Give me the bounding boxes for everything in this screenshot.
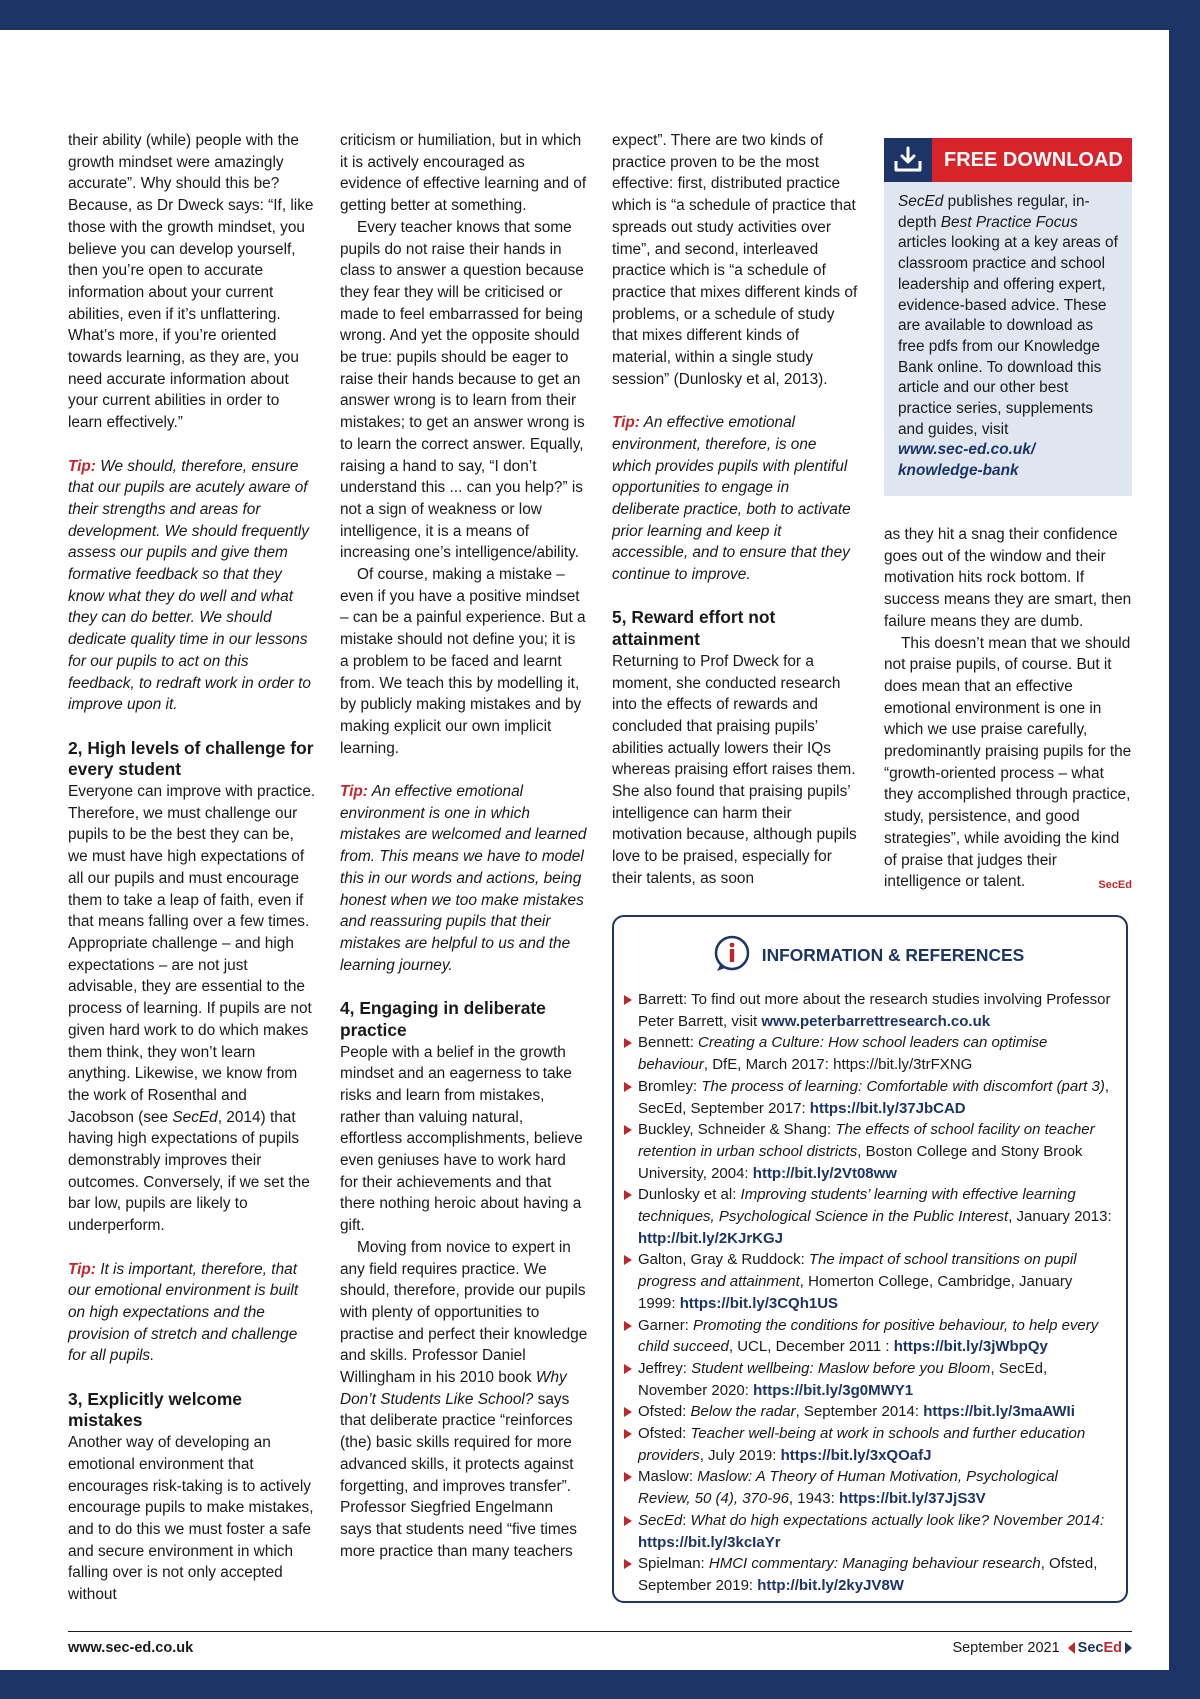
paragraph: as they hit a snag their confidence goes out of the window and their motivation hits rock bottom. If success means they are smart, then failure means they are dumb. <box>884 526 1132 630</box>
tip-block <box>68 1259 316 1368</box>
knowledge-bank-link[interactable] <box>898 440 1120 481</box>
ref-author: Jeffrey: <box>638 1359 692 1377</box>
ref-link[interactable]: https://bit.ly/3jWbpQy <box>893 1338 1048 1356</box>
reference-item <box>624 1119 1112 1184</box>
references-title: INFORMATION & REFERENCES <box>761 944 1025 965</box>
paragraph: expect”. There are two kinds of practice proven to be the most effective: first, distributed practice which is “a schedule of practice that spreads out study activities over time”, and second, interleaved practice which is “a schedule of practice that mixes different kinds of problems, or a schedule of study that mixes different kinds of material, within a single study session” (Dunlosky et al, 2013). <box>612 132 858 388</box>
reference-item <box>624 1510 1112 1553</box>
tip-text: An effective emotional environment, therefore, is one which provides pupils with plentiful opportunities to engage in deliberate practice, both to activate prior learning and keep it accessible, and to ensure that they continue to improve. <box>612 414 851 584</box>
ref-detail: : <box>682 1511 691 1529</box>
tip-block <box>612 412 860 586</box>
ref-title: Creating a Culture: How school leaders can optimise behaviour <box>638 1034 1048 1074</box>
ref-title: HMCI commentary: Managing behaviour research <box>708 1555 1041 1573</box>
ref-author: Spielman: <box>638 1555 709 1573</box>
ref-link[interactable]: https://bit.ly/3CQh1US <box>679 1294 839 1312</box>
ref-author: Dunlosky et al: <box>638 1186 741 1204</box>
ref-detail: , Ofsted, September 2019: <box>638 1555 1098 1594</box>
download-text: articles looking at a key areas of classroom practice and school leadership and offering expert, evidence-based advice. These are available to download as free pdfs from our Knowledge Bank online. To download this article and our other best practice series, supplements and guides, visit <box>898 234 1118 438</box>
ref-author: Bromley: <box>638 1077 702 1095</box>
references-header <box>624 925 1112 985</box>
reference-item <box>624 1401 1112 1423</box>
column-4 <box>884 524 1132 897</box>
ref-detail: , SecEd, September 2017: <box>638 1077 1110 1117</box>
arrow-right-icon <box>1125 1642 1132 1654</box>
download-icon <box>884 138 932 182</box>
ref-detail: , September 2014: <box>795 1403 924 1421</box>
tip-label: Tip: <box>68 1260 96 1278</box>
section-heading-2: 2, High levels of challenge for every student <box>68 737 314 780</box>
bullet-arrow-icon <box>624 1516 632 1526</box>
tip-label: Tip: <box>340 783 368 801</box>
ref-title: Student wellbeing: Maslow before you Bloom <box>691 1359 991 1377</box>
ref-detail: , Boston College and Stony Brook University, 2004: <box>638 1142 1083 1182</box>
paragraph <box>884 633 1132 893</box>
bullet-arrow-icon <box>624 1559 632 1569</box>
ref-detail: , January 2013: <box>1008 1208 1112 1226</box>
tip-text: It is important, therefore, that our emotional environment is built on high expectations and the provision of stretch and challenge for all pupils. <box>68 1260 299 1365</box>
series-name: Best Practice Focus <box>940 213 1078 231</box>
paragraph: Of course, making a mistake – even if you have a positive mindset – can be a painful experience. But a mistake should not define you; it is a problem to be faced and learnt from. We teach this by modelling it, by publicly making mistakes and by making explicit our own implicit learning. <box>340 566 586 757</box>
ref-detail: , July 2019: <box>699 1446 781 1464</box>
logo-sec: Sec <box>1077 1640 1104 1656</box>
ref-title: Teacher well-being at work in schools and further education providers <box>638 1425 1086 1464</box>
paragraph: Another way of developing an emotional environment that encourages risk-taking is to actively encourage pupils to make mistakes, and to do this we must foster a safe and secure environment in which falling over is not only accepted without <box>68 1434 314 1604</box>
ref-link[interactable]: https://bit.ly/3g0MWY1 <box>753 1381 914 1399</box>
column-3 <box>612 130 860 890</box>
footer-url[interactable]: www.sec-ed.co.uk <box>68 1640 194 1656</box>
bullet-arrow-icon <box>624 1125 632 1135</box>
tip-block <box>68 456 316 716</box>
paragraph: Returning to Prof Dweck for a moment, she conducted research into the effects of rewards and concluded that praising pupils’ abilities actually lowers their IQs whereas praising effort raises them. She also found that praising pupils’ intelligence can harm their motivation because, although pupils love to be praised, especially for their talents, as soon <box>612 652 857 887</box>
ref-author: Galton, Gray & Ruddock: <box>638 1251 809 1269</box>
ref-detail: , DfE, March 2017: https://bit.ly/3trFXNG <box>703 1056 973 1074</box>
logo-ed: Ed <box>1103 1640 1122 1656</box>
ref-detail: , SecEd, November 2020: <box>638 1359 1048 1399</box>
bullet-arrow-icon <box>624 1407 632 1417</box>
ref-title: The process of learning: Comfortable with discomfort (part 3) <box>701 1077 1105 1095</box>
bullet-arrow-icon <box>624 1321 632 1331</box>
paragraph-text: Everyone can improve with practice. Therefore, we must challenge our pupils to be the best they can be, we must have high expectations of all our pupils and must encourage them to take a leap of faith, even if that means falling over a few times. Appropriate challenge – and high expectations – are not just advisable, they are essential to the process of learning. If pupils are not given hard work to do which makes them think, they won’t learn anything. Likewise, we know from the work of Rosenthal and Jacobson (see <box>68 783 316 1126</box>
column-1 <box>68 130 316 1606</box>
link-line-2: knowledge-bank <box>898 462 1019 480</box>
ref-author: Ofsted: <box>638 1403 691 1421</box>
section-heading-3: 3, Explicitly welcome mistakes <box>68 1388 242 1431</box>
footer-date: September 2021 <box>952 1640 1060 1656</box>
bullet-arrow-icon <box>624 1038 632 1048</box>
link-line-1: www.sec-ed.co.uk/ <box>898 441 1036 459</box>
references-list <box>624 989 1112 1597</box>
ref-link[interactable]: http://bit.ly/2Vt08ww <box>752 1164 897 1182</box>
page-footer <box>68 1631 1132 1668</box>
ref-link[interactable]: www.peterbarrettresearch.co.uk <box>761 1012 991 1030</box>
download-text: publishes regular, in-depth <box>898 193 1090 231</box>
ref-author: Bennett: <box>638 1034 699 1052</box>
ref-title: Below the radar <box>690 1403 796 1421</box>
ref-link[interactable]: https://bit.ly/3maAWIi <box>923 1403 1075 1421</box>
references-box <box>612 915 1128 1603</box>
ref-author: Maslow: <box>638 1468 698 1486</box>
paragraph: Every teacher knows that some pupils do not raise their hands in class to answer a question because they fear they will be criticised or made to feel embarrassed for being wrong. And yet the opposite should be true: pupils should be eager to raise their hands because to get an answer wrong is to learn from their mistakes; to get an answer wrong is to learn the correct answer. Equally, raising a hand to say, “I don’t understand this ... can you help?” is not a sign of weakness or low intelligence, it is a means of increasing one’s intelligence/ability. <box>340 218 585 562</box>
bullet-arrow-icon <box>624 1255 632 1265</box>
paragraph-text: says that deliberate practice “reinforces (the) basic skills required for more advanced skills, it protects against forgetting, and improves transfer”. Professor Siegfried Engelmann says that students need “five times more practice than many teachers <box>340 1390 577 1560</box>
ref-link[interactable]: https://bit.ly/3kcIaYr <box>638 1533 781 1551</box>
ref-author: Buckley, Schneider & Shang: <box>638 1121 836 1139</box>
ref-author: Garner: <box>638 1316 694 1334</box>
publication-name: SecEd <box>172 1108 218 1126</box>
paragraph-text: This doesn’t mean that we should not praise pupils, of course. But it does mean that an effective emotional environment is one in which we use praise carefully, predominantly praising pupils for the “growth-oriented process – what they accomplished through practice, study, persistence, and good strategies”, while avoiding the kind of praise that judges their intelligence or talent. <box>884 634 1132 891</box>
ref-link[interactable]: https://bit.ly/37JjS3V <box>838 1490 986 1508</box>
tip-block <box>340 781 588 976</box>
free-download-box <box>884 138 1132 496</box>
column-2 <box>340 130 588 1562</box>
section-heading-5: 5, Reward effort not attainment <box>612 607 776 650</box>
paragraph-text: , 2014) that having high expectations of pupils demonstrably improves their outcomes. Conversely, if we set the bar low, pupils are likely to underperform. <box>68 1108 310 1235</box>
ref-detail: , Homerton College, Cambridge, January 1999: <box>638 1273 1073 1312</box>
paragraph <box>340 1237 588 1563</box>
info-icon <box>712 933 752 978</box>
ref-detail: , 1943: <box>788 1490 839 1508</box>
book-title: Why Don’t Students Like School? <box>340 1369 567 1408</box>
paragraph: criticism or humiliation, but in which it is actively encouraged as evidence of effective learning and of getting better at something. <box>340 132 587 215</box>
reference-item <box>624 1315 1112 1358</box>
reference-item <box>624 1076 1112 1119</box>
reference-item <box>624 1358 1112 1401</box>
bullet-arrow-icon <box>624 1190 632 1200</box>
reference-item <box>624 1032 1112 1075</box>
reference-item <box>624 1553 1112 1596</box>
download-title: FREE DOWNLOAD <box>932 138 1132 182</box>
bullet-arrow-icon <box>624 1429 632 1439</box>
bullet-arrow-icon <box>624 1082 632 1092</box>
footer-right <box>952 1640 1132 1656</box>
seced-signature: SecEd <box>1098 879 1132 892</box>
paragraph-text: Moving from novice to expert in any field requires practice. We should, therefore, provide our pupils with plenty of opportunities to practise and perfect their knowledge and skills. Professor Daniel Willingham in his 2010 book <box>340 1238 588 1387</box>
arrow-left-icon <box>1068 1642 1075 1654</box>
bullet-arrow-icon <box>624 1472 632 1482</box>
bullet-arrow-icon <box>624 1364 632 1374</box>
section-heading-4: 4, Engaging in deliberate practice <box>340 998 546 1040</box>
tip-label: Tip: <box>612 414 640 432</box>
ref-detail: , UCL, December 2011 : <box>728 1338 894 1356</box>
ref-author: Barrett: To find out more about the research studies involving Professor Peter Barrett, visit <box>638 991 1111 1030</box>
publication-name: SecEd <box>898 193 944 210</box>
paragraph: their ability (while) people with the growth mindset were amazingly accurate”. Why should this be? Because, as Dr Dweck says: “If, like those with the growth mindset, you believe you can develop yourself, then you’re open to accurate information about your current abilities, even if it’s unflattering. What’s more, if you’re oriented towards learning, as they are, you need accurate information about your current abilities in order to learn effectively.” <box>68 132 314 432</box>
ref-author: Ofsted: <box>638 1425 691 1443</box>
magazine-page <box>0 30 1169 1670</box>
reference-item <box>624 1466 1112 1509</box>
ref-link[interactable]: http://bit.ly/2KJrKGJ <box>638 1229 784 1247</box>
reference-item <box>624 1249 1112 1314</box>
ref-title: What do high expectations actually look like? November 2014: <box>690 1511 1105 1529</box>
reference-item <box>624 1423 1112 1466</box>
download-header <box>884 138 1132 182</box>
ref-title: Maslow: A Theory of Human Motivation, Psychological Review, 50 (4), 370-96 <box>638 1468 1058 1508</box>
ref-title: The effects of school facility on teacher retention in urban school districts <box>638 1121 1095 1160</box>
ref-title: Promoting the conditions for positive behaviour, to help every child succeed <box>638 1316 1099 1356</box>
ref-title: SecEd <box>638 1511 683 1529</box>
seced-logo <box>1078 1640 1122 1656</box>
paragraph <box>68 781 316 1237</box>
download-body <box>884 182 1132 496</box>
tip-text: We should, therefore, ensure that our pupils are acutely aware of their strengths and areas for development. We should frequently assess our pupils and give them formative feedback so that they know what they do well and what they can do better. We should dedicate quality time in our lessons for our pupils to act on this feedback, to redraft work in order to improve upon it. <box>68 457 311 714</box>
tip-text: An effective emotional environment is one in which mistakes are welcomed and learned from. This means we have to model this in our words and actions, being honest when we too make mistakes and reassuring pupils that their mistakes are helpful to us and the learning journey. <box>340 783 587 974</box>
reference-item <box>624 989 1112 1032</box>
ref-title: Improving students’ learning with effective learning techniques, Psychological Science in the Public Interest <box>638 1186 1076 1226</box>
ref-link[interactable]: https://bit.ly/3xQOafJ <box>780 1446 932 1464</box>
ref-title: The impact of school transitions on pupil progress and attainment <box>638 1251 1077 1291</box>
reference-item <box>624 1184 1112 1249</box>
bullet-arrow-icon <box>624 995 632 1005</box>
paragraph: People with a belief in the growth mindset and an eagerness to take risks and learn from mistakes, rather than valuing natural, effortless accomplishments, believe even geniuses have to work hard for their achievements and that there nothing heroic about having a gift. <box>340 1043 583 1235</box>
tip-label: Tip: <box>68 457 96 475</box>
ref-link[interactable]: https://bit.ly/37JbCAD <box>809 1099 966 1117</box>
ref-link[interactable]: http://bit.ly/2kyJV8W <box>757 1576 904 1594</box>
